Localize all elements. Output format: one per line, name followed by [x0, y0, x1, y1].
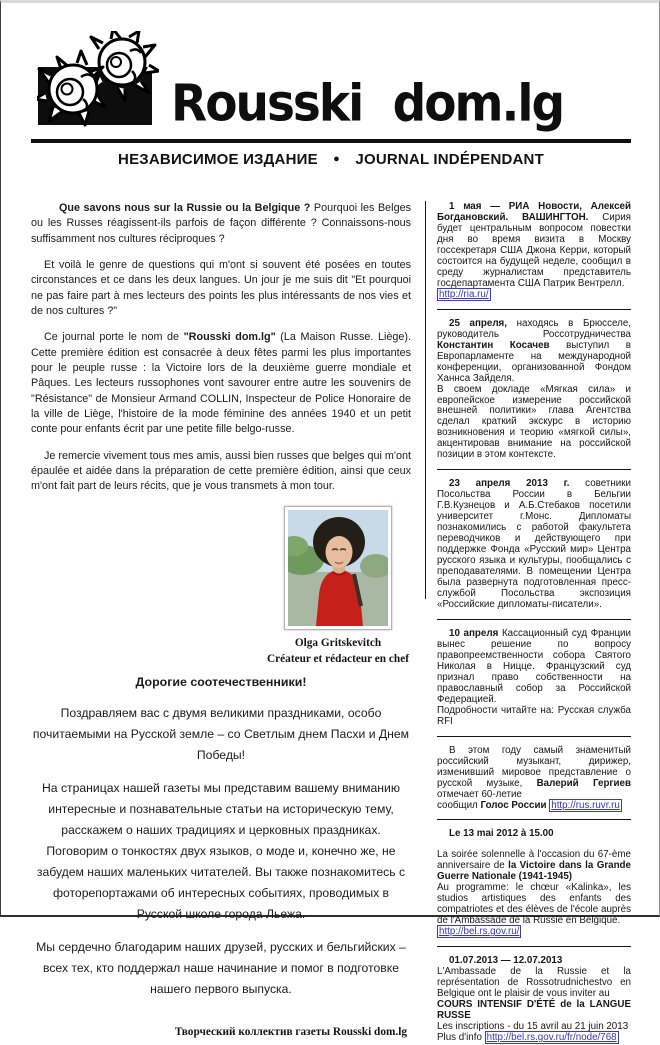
news-paragraph — [437, 290, 631, 301]
news-paragraph: В своем докладе «Мягкая сила» и европейское измерение российской внешней политики» глава Агентства сделал краткий экскурс в историю возникновения и теорию «мягкой силы», акцентировав внимание на российской позиции в этом контексте. — [437, 383, 631, 461]
news-paragraph: COURS INTENSIF D'ÉTÉ de la LANGUE RUSSE — [437, 999, 631, 1022]
news-item — [437, 478, 631, 612]
hyperlink[interactable]: http://rus.ruvr.ru — [551, 799, 620, 811]
news-column — [426, 201, 631, 1045]
news-item — [437, 628, 631, 729]
masthead-title: Rousski dom.lg — [171, 73, 564, 134]
news-item — [437, 201, 631, 302]
bullet-separator-icon: ● — [333, 153, 341, 165]
news-paragraph: La soirée solennelle à l'occasion du 67-ème anniversaire de la Victoire dans la Grande Guerre Nationale (1941-1945) — [437, 849, 631, 883]
news-separator — [437, 469, 631, 470]
news-paragraph: Au programme: le chœur «Kalinka», les studios artistiques des enfants des compatriotes et des élèves de l'école auprès de l'Ambassade de la Russie en Belgique. — [437, 882, 631, 927]
news-paragraph: Подробности читайте на: Русская служба RFI — [437, 704, 631, 727]
news-paragraph: Les inscriptions - du 15 avril au 21 juin 2013 — [437, 1021, 629, 1032]
hyperlink[interactable]: http://bel.rs.gov.ru/fr/node/768 — [486, 1031, 617, 1043]
subtitle-french: JOURNAL INDÉPENDANT — [355, 151, 544, 168]
greeting-heading: Дорогие соотечественники! — [135, 675, 307, 690]
news-paragraph: 01.07.2013 — 12.07.2013 — [449, 955, 563, 967]
news-item — [437, 318, 631, 463]
news-paragraph: 25 апреля, находясь в Брюсселе, руководитель Россотрудничества Константин Косачев выступил в Европарламенте на международной конференции, организованной Фондом Ханнса Зайделя. — [437, 317, 631, 384]
masthead — [31, 29, 631, 173]
news-item — [437, 955, 631, 1045]
news-separator — [437, 309, 631, 310]
news-paragraph: 10 апреля Кассационный суд Франции вынес решение по вопросу правопреемственности собора Святого Николая в Ницце. Французский суд признал право собственности на православный собор за Российской Федерацией. — [437, 627, 632, 705]
greeting-paragraph: Мы сердечно благодарим наших друзей, русских и бельгийских – всех тех, кто поддержал наше начинание и помог в подготовке нашего первого выпуска. — [36, 940, 406, 997]
subtitle-russian: НЕЗАВИСИМОЕ ИЗДАНИЕ — [118, 151, 318, 168]
greeting-paragraph: На страницах нашей газеты мы представим вашему вниманию интересные и познавательные статьи на историческую тему, расскажем о наших традициях и церковных праздниках. Поговорим о тонкостях двух языков, о моде и, конечно же, не забудем наших маленьких читателей. Вы также познакомитесь с фоторепортажами об интересных событиях, проводимых в Русской школе города Льежа. — [36, 781, 406, 922]
news-paragraph: Plus d'info http://bel.rs.gov.ru/fr/node/768 — [437, 1031, 617, 1043]
news-paragraph — [437, 927, 631, 938]
news-paragraph: сообщил Голос России http://rus.ruvr.ru — [437, 799, 620, 811]
editor-portrait-photo — [284, 506, 392, 630]
editorial-signature: Творческий коллектив газеты Rousski dom.lg — [174, 1026, 407, 1039]
editorial-paragraph: Et voilà le genre de questions qui m'ont si souvent été posées en toutes circonstances et ce dans les deux langues. Un jour je me suis dit "Et pourquoi ne pas faire part à mes lecteurs des points les plus intéressants de nos vies et de nos cultures ?" — [31, 258, 411, 317]
news-paragraph: В этом году самый знаменитый российский музыкант, дирижер, изменивший мировое представление о русской музыке, Валерий Гергиев отмечает 60-летие — [437, 744, 632, 800]
hyperlink[interactable]: http://ria.ru/ — [439, 288, 489, 300]
news-paragraph: 1 мая — РИА Новости, Алексей Богдановский. ВАШИНГТОН. Сирия будет центральным вопросом повестки дня во время визита в Москву госсекретаря США Джона Керри, который состоится на будущей неделе, сообщил в среду журналистам представитель госдепартамента США Патрик Вентрелл. — [437, 201, 631, 289]
photo-caption-name: Olga Gritskevitch — [294, 636, 382, 649]
news-separator — [437, 819, 631, 820]
news-separator — [437, 619, 631, 620]
news-item — [437, 745, 631, 813]
two-hedgehogs-logo-icon — [37, 31, 159, 127]
editorial-column — [31, 201, 425, 1045]
editor-photo-figure — [31, 506, 409, 668]
greeting-paragraph: Поздравляем вас с двумя великими праздниками, особо почитаемыми на Русской земле – со Светлым днем Пасхи и Днем Победы! — [32, 706, 410, 763]
news-paragraph: Le 13 mai 2012 à 15.00 — [449, 828, 554, 840]
photo-caption-role: Créateur et rédacteur en chef — [267, 652, 409, 665]
photo-caption — [267, 635, 409, 668]
news-paragraph: 23 апреля 2013 г. советники Посольства России в Бельгии Г.В.Кузнецов и А.Б.Стебаков посетили университет г.Монс. Дипломаты познакомились с работой факультета переводчиков и действующего при поддержке Фонда «Русский мир» Центра русского языка и культуры, пообщались с преподавателями. В помещении Центра была развернута подготовленная пресс-службой Посольства экспозиция «Российские дипломаты-писатели». — [437, 478, 631, 610]
hyperlink[interactable]: http://bel.rs.gov.ru/ — [439, 926, 520, 938]
news-item — [437, 828, 631, 939]
subtitle-banner — [31, 143, 631, 173]
editorial-paragraph: Ce journal porte le nom de "Rousski dom.lg" (La Maison Russe. Liège). Cette première édition est consacrée à deux fêtes parmi les plus importantes pour le peuple russe : la Victoire lors de la deuxième guerre mondiale et Pâques. Les lecteurs russophones vont savourer entre autre les souvenirs de "Résistance" de Monsieur Armand COLLIN, Inspecteur de Police Honoraire de la ville de Liège, l'histoire de la mode féminine des années 1940 et un petit conte pour enfants écrit par une petite fille belgo-russe. — [31, 331, 411, 436]
main-content — [31, 201, 631, 1045]
editorial-paragraph: Je remercie vivement tous mes amis, aussi bien russes que belges qui m'ont épaulée et aidée dans la préparation de cette première édition, ainsi que ceux m'ont fait part de leurs récits, que je vous transmets à mon tour. — [31, 449, 411, 493]
news-separator — [437, 736, 631, 737]
news-paragraph: L'Ambassade de la Russie et la représentation de Rossotrudnichestvo en Belgique ont le plaisir de vous inviter au — [437, 966, 631, 1000]
editorial-paragraph: Que savons nous sur la Russie ou la Belgique ? Pourquoi les Belges ou les Russes réagissent-ils parfois de façon différente ? Connaissons-nous suffisamment nos cultures réciproques ? — [31, 202, 411, 245]
news-separator — [437, 946, 631, 947]
